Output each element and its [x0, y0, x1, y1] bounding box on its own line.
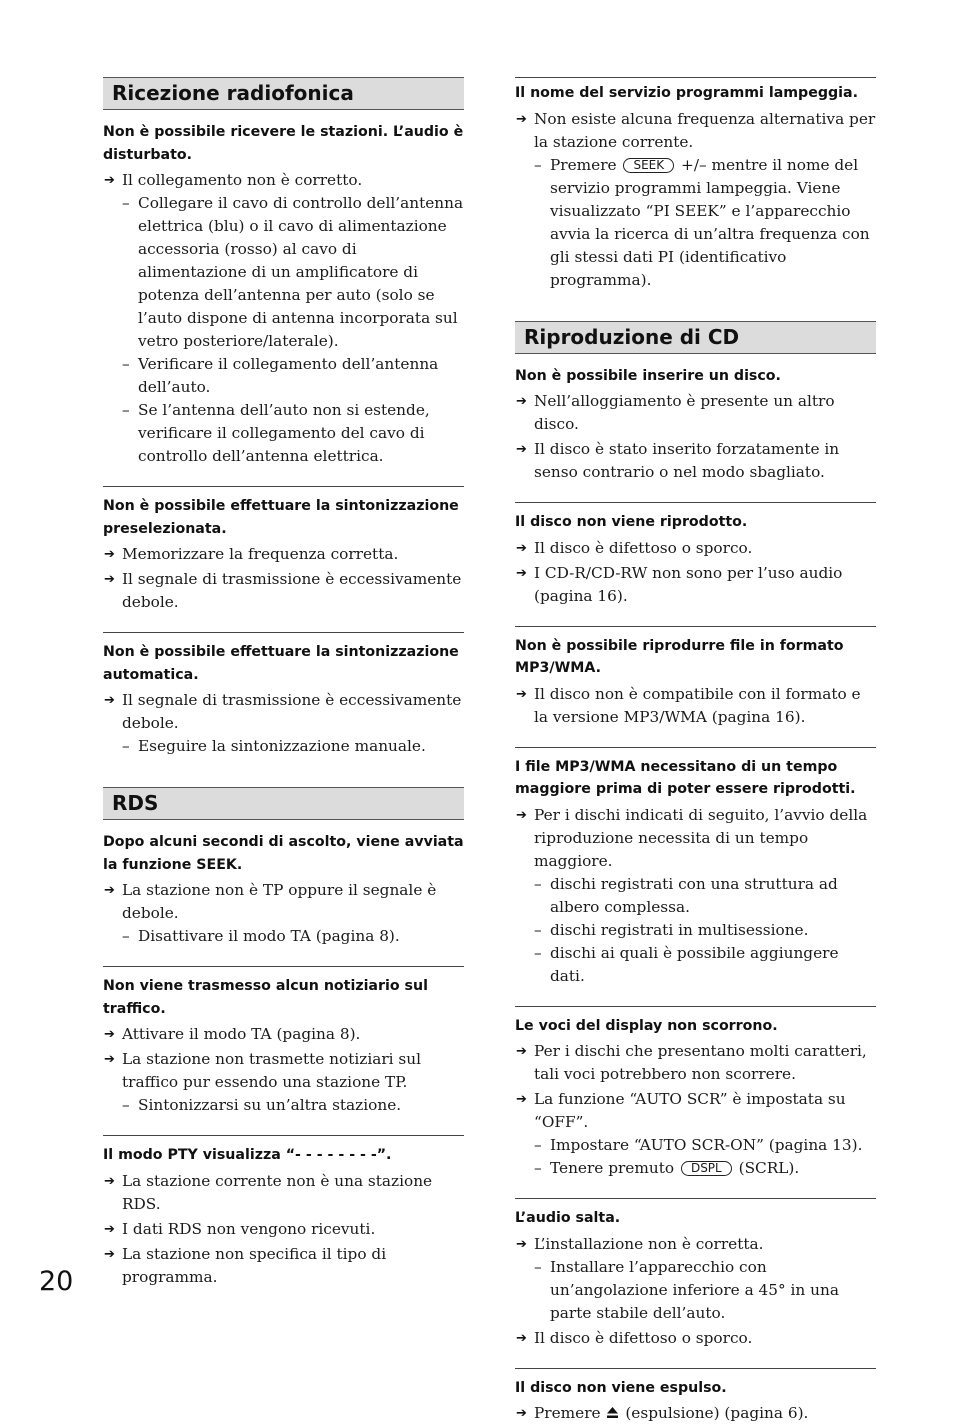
cause-item — [103, 568, 464, 614]
problem-heading: Il nome del servizio programmi lampeggia. — [515, 85, 858, 101]
remedy-item: – Installare l’apparecchio con un’angolazione inferiore a 45° in una parte stabile dell’auto. — [534, 1257, 839, 1322]
trouble-block — [515, 747, 876, 988]
remedy-item: – Tenere premuto DSPL (SCRL). — [534, 1159, 800, 1177]
remedy-item: – dischi ai quali è possibile aggiungere dati. — [534, 943, 839, 985]
page-number: 20 — [39, 1266, 74, 1297]
cause-text: Attivare il modo TA (pagina 8). — [122, 1025, 361, 1043]
problem-heading: Il modo PTY visualizza “- - - - - - - -”. — [103, 1147, 392, 1163]
trouble-block — [515, 359, 876, 485]
cause-text: Il disco non è compatibile con il formato e la versione MP3/WMA (pagina 16). — [534, 684, 861, 726]
cause-text: Il segnale di trasmissione è eccessivamente debole. — [122, 570, 462, 611]
remedy-item: – Verificare il collegamento dell’antenna dell’auto. — [122, 355, 439, 396]
eject-icon — [606, 1406, 619, 1419]
cause-text: Non esiste alcuna frequenza alternativa per la stazione corrente. — [534, 109, 876, 151]
arrow-icon: ➔ — [104, 173, 115, 188]
trouble-block — [515, 1006, 876, 1181]
remedy-text-post: (SCRL). — [738, 1159, 800, 1177]
trouble-block — [515, 626, 876, 729]
remedy-text: Impostare “AUTO SCR-ON” (pagina 13). — [550, 1136, 863, 1154]
arrow-icon: ➔ — [104, 1221, 115, 1237]
dspl-key-icon: DSPL — [681, 1161, 732, 1176]
trouble-block — [103, 486, 464, 614]
arrow-icon: ➔ — [516, 1044, 527, 1059]
cause-item — [103, 169, 464, 468]
cause-text: Nell’alloggiamento è presente un altro disco. — [534, 392, 835, 433]
cause-text: Il disco è stato inserito forzatamente in senso contrario o nel modo sbagliato. — [534, 440, 840, 481]
cause-text: La funzione “AUTO SCR” è impostata su “OFF”. — [534, 1090, 846, 1131]
remedy-item: – dischi registrati in multisessione. — [534, 920, 809, 939]
cause-item — [515, 1088, 876, 1180]
cause-item — [103, 543, 464, 566]
trouble-block — [103, 115, 464, 468]
cause-text: Il disco è difettoso o sporco. — [534, 1328, 753, 1347]
arrow-icon: ➔ — [104, 572, 115, 587]
arrow-icon: ➔ — [516, 442, 527, 457]
remedy-item: – Premere SEEK +/– mentre il nome del servizio programmi lampeggia. Viene visualizzato “PI SEEK” e l’apparecchio avvia la ricerca di un’altra frequenza con gli stessi dati PI (identificativo programma). — [534, 155, 870, 289]
remedy-text: Sintonizzarsi su un’altra stazione. — [138, 1096, 402, 1114]
problem-heading: Il disco non viene espulso. — [515, 1379, 727, 1396]
cause-text: Memorizzare la frequenza corretta. — [122, 545, 399, 563]
remedy-text: Disattivare il modo TA (pagina 8). — [138, 927, 400, 945]
cause-item — [515, 1402, 876, 1425]
arrow-icon: ➔ — [516, 1406, 527, 1421]
remedy-text: Se l’antenna dell’auto non si estende, verificare il collegamento del cavo di controllo dell’antenna elettrica. — [138, 401, 430, 465]
problem-heading: Non è possibile inserire un disco. — [515, 367, 781, 384]
cause-item — [515, 390, 876, 436]
arrow-icon: ➔ — [104, 1052, 115, 1067]
remedy-text: Collegare il cavo di controllo dell’antenna elettrica (blu) o il cavo di alimentazione accessoria (rosso) al cavo di alimentazione di un amplificatore di potenza dell’antenna per auto (solo se l’auto dispone di antenna incorporata sul vetro posteriore/laterale). — [138, 194, 464, 350]
remedy-item: – Se l’antenna dell’auto non si estende, verificare il collegamento del cavo di controllo dell’antenna elettrica. — [122, 401, 430, 465]
problem-heading: I file MP3/WMA necessitano di un tempo maggiore prima di poter essere riprodotti. — [515, 758, 856, 797]
cause-item — [515, 438, 876, 484]
arrow-icon: ➔ — [516, 1236, 527, 1252]
arrow-icon: ➔ — [104, 693, 115, 708]
problem-heading: Dopo alcuni secondi di ascolto, viene avviata la funzione SEEK. — [103, 834, 464, 873]
remedy-item: – Collegare il cavo di controllo dell’antenna elettrica (blu) o il cavo di alimentazione accessoria (rosso) al cavo di alimentazione di un amplificatore di potenza dell’antenna per auto (solo se l’auto dispone di antenna incorporata sul vetro posteriore/laterale). — [122, 194, 464, 350]
cause-item — [515, 537, 876, 560]
arrow-icon: ➔ — [516, 807, 527, 823]
cause-item — [103, 1048, 464, 1117]
cause-item — [103, 1170, 464, 1216]
cause-text-post: (espulsione) (pagina 6). — [625, 1404, 809, 1422]
cause-item — [515, 804, 876, 988]
cause-text: L’installazione non è corretta. — [534, 1234, 764, 1253]
arrow-icon: ➔ — [516, 686, 527, 702]
cause-item — [515, 108, 876, 292]
remedy-text: dischi ai quali è possibile aggiungere dati. — [550, 943, 839, 985]
section-title-ricezione: Ricezione radiofonica — [103, 77, 464, 110]
arrow-icon: ➔ — [104, 883, 115, 898]
arrow-icon: ➔ — [104, 1173, 115, 1189]
problem-heading: Le voci del display non scorrono. — [515, 1017, 778, 1034]
cause-item — [103, 1023, 464, 1046]
problem-heading: Non è possibile effettuare la sintonizzazione preselezionata. — [103, 498, 459, 537]
trouble-block — [103, 632, 464, 758]
remedy-text: dischi registrati con una struttura ad albero complessa. — [550, 874, 838, 916]
problem-heading: Non viene trasmesso alcun notiziario sul traffico. — [103, 978, 428, 1017]
cause-text-pre: Premere — [534, 1404, 601, 1422]
cause-item — [103, 879, 464, 948]
cause-text: Per i dischi indicati di seguito, l’avvio della riproduzione necessita di un tempo maggiore. — [534, 805, 868, 870]
remedy-text: Eseguire la sintonizzazione manuale. — [138, 737, 426, 755]
trouble-block — [515, 1368, 876, 1426]
remedy-item: – Eseguire la sintonizzazione manuale. — [122, 737, 426, 755]
remedy-text: Verificare il collegamento dell’antenna dell’auto. — [138, 355, 439, 396]
cause-item — [515, 1327, 876, 1350]
arrow-icon: ➔ — [104, 1246, 115, 1262]
problem-heading: Non è possibile riprodurre file in formato MP3/WMA. — [515, 637, 844, 676]
problem-heading: Il disco non viene riprodotto. — [515, 514, 748, 530]
seek-key-icon: SEEK — [623, 158, 674, 173]
cause-text: La stazione non specifica il tipo di programma. — [122, 1244, 387, 1286]
trouble-block — [515, 502, 876, 608]
remedy-item: – Disattivare il modo TA (pagina 8). — [122, 927, 400, 945]
problem-heading: Non è possibile effettuare la sintonizzazione automatica. — [103, 644, 459, 683]
cause-text: Il segnale di trasmissione è eccessivamente debole. — [122, 691, 462, 732]
problem-heading: Non è possibile ricevere le stazioni. L’audio è disturbato. — [103, 124, 464, 163]
cause-item — [515, 562, 876, 608]
cause-text: Il collegamento non è corretto. — [122, 171, 363, 189]
trouble-block — [103, 825, 464, 948]
section-title-cd: Riproduzione di CD — [515, 321, 876, 354]
arrow-icon: ➔ — [104, 547, 115, 562]
arrow-icon: ➔ — [516, 540, 527, 556]
trouble-block — [515, 1198, 876, 1350]
arrow-icon: ➔ — [516, 394, 527, 409]
arrow-icon: ➔ — [516, 1092, 527, 1107]
cause-item — [103, 1243, 464, 1289]
problem-heading: L’audio salta. — [515, 1210, 621, 1226]
remedy-text-pre: Tenere premuto — [550, 1159, 675, 1177]
cause-item — [515, 1233, 876, 1325]
cause-text: Per i dischi che presentano molti caratteri, tali voci potrebbero non scorrere. — [534, 1042, 867, 1083]
arrow-icon: ➔ — [516, 1330, 527, 1346]
remedy-item: – Sintonizzarsi su un’altra stazione. — [122, 1096, 402, 1114]
arrow-icon: ➔ — [516, 111, 527, 127]
cause-text: La stazione corrente non è una stazione RDS. — [122, 1171, 433, 1213]
cause-item — [515, 683, 876, 729]
cause-text: I dati RDS non vengono ricevuti. — [122, 1219, 376, 1238]
remedy-text-post: +/– mentre il nome del servizio programmi lampeggia. Viene visualizzato “PI SEEK” e l’apparecchio avvia la ricerca di un’altra frequenza con gli stessi dati PI (identificativo programma). — [550, 155, 870, 289]
cause-text: I CD-R/CD-RW non sono per l’uso audio (pagina 16). — [534, 563, 843, 605]
remedy-text: dischi registrati in multisessione. — [550, 920, 809, 939]
left-column — [103, 77, 464, 1291]
arrow-icon: ➔ — [516, 565, 527, 581]
cause-text: La stazione non è TP oppure il segnale è debole. — [122, 881, 437, 922]
cause-text: Il disco è difettoso o sporco. — [534, 538, 753, 557]
remedy-item: – dischi registrati con una struttura ad albero complessa. — [534, 874, 838, 916]
right-column — [515, 77, 876, 1427]
remedy-text-pre: Premere — [550, 155, 617, 174]
cause-text: La stazione non trasmette notiziari sul traffico pur essendo una stazione TP. — [122, 1050, 421, 1091]
trouble-block — [103, 966, 464, 1117]
remedy-text: Installare l’apparecchio con un’angolazione inferiore a 45° in una parte stabile dell’auto. — [550, 1257, 839, 1322]
cause-item — [103, 689, 464, 758]
remedy-item: – Impostare “AUTO SCR-ON” (pagina 13). — [534, 1136, 863, 1154]
section-title-rds: RDS — [103, 787, 464, 820]
arrow-icon: ➔ — [104, 1027, 115, 1042]
trouble-block — [103, 1135, 464, 1289]
cause-item — [515, 1040, 876, 1086]
cause-item — [103, 1218, 464, 1241]
trouble-block — [515, 77, 876, 292]
